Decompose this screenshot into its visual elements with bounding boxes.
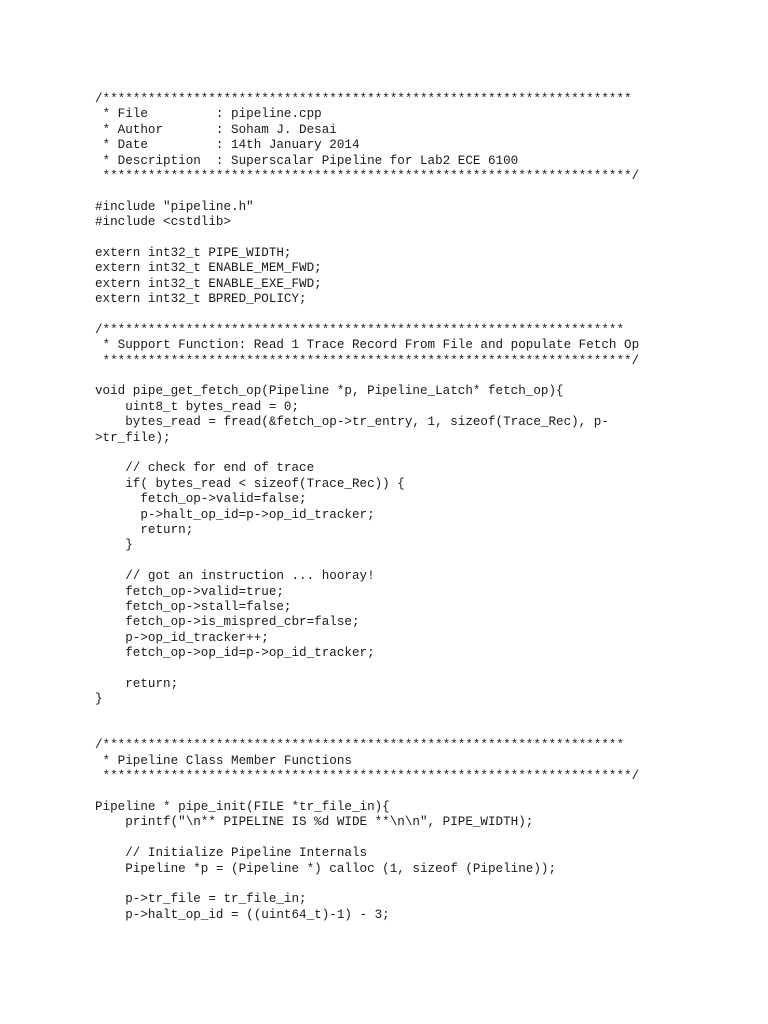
code-line	[95, 369, 639, 384]
code-line: if( bytes_read < sizeof(Trace_Rec)) {	[95, 476, 405, 491]
code-line: fetch_op->is_mispred_cbr=false;	[95, 615, 360, 630]
code-line: * File : pipeline.cpp	[95, 107, 322, 122]
code-line: #include "pipeline.h"	[95, 199, 254, 214]
code-line	[95, 184, 639, 199]
code-line	[95, 307, 639, 322]
code-line: /*********************************************************************	[95, 322, 625, 337]
code-line: // check for end of trace	[95, 461, 315, 476]
code-line	[95, 446, 639, 461]
code-line: uint8_t bytes_read = 0;	[95, 399, 300, 414]
code-line: fetch_op->valid=false;	[95, 492, 307, 507]
code-line: }	[95, 538, 133, 553]
code-line: fetch_op->op_id=p->op_id_tracker;	[95, 646, 375, 661]
code-line: * Description : Superscalar Pipeline for Lab2 ECE 6100	[95, 153, 519, 168]
code-line: Pipeline * pipe_init(FILE *tr_file_in){	[95, 799, 390, 814]
code-line: // Initialize Pipeline Internals	[95, 846, 368, 861]
code-line: p->tr_file = tr_file_in;	[95, 892, 307, 907]
code-line: **********************************************************************/	[95, 353, 640, 368]
code-line: extern int32_t BPRED_POLICY;	[95, 292, 307, 307]
code-line: return;	[95, 676, 179, 691]
code-line: void pipe_get_fetch_op(Pipeline *p, Pipeline_Latch* fetch_op){	[95, 384, 564, 399]
code-line	[95, 554, 639, 569]
code-line: bytes_read = fread(&fetch_op->tr_entry, 1, sizeof(Trace_Rec), p-	[95, 415, 609, 430]
code-line	[95, 877, 639, 892]
code-line: p->halt_op_id=p->op_id_tracker;	[95, 507, 375, 522]
code-line: * Date : 14th January 2014	[95, 138, 360, 153]
code-line: * Author : Soham J. Desai	[95, 122, 337, 137]
code-line: printf("\n** PIPELINE IS %d WIDE **\n\n", PIPE_WIDTH);	[95, 815, 534, 830]
code-line	[95, 231, 639, 246]
code-line: * Support Function: Read 1 Trace Record From File and populate Fetch Op	[95, 338, 640, 353]
code-line	[95, 708, 639, 723]
code-line	[95, 785, 639, 800]
code-line: /**********************************************************************	[95, 92, 632, 106]
code-line: }	[95, 692, 103, 707]
source-code-listing	[95, 92, 639, 923]
code-line: /*********************************************************************	[95, 738, 625, 753]
code-line: **********************************************************************/	[95, 168, 640, 183]
code-line: fetch_op->stall=false;	[95, 599, 292, 614]
code-line: return;	[95, 522, 194, 537]
code-line: #include <cstdlib>	[95, 215, 232, 230]
code-line: fetch_op->valid=true;	[95, 584, 284, 599]
code-line	[95, 661, 639, 676]
code-line: p->op_id_tracker++;	[95, 630, 269, 645]
code-line: extern int32_t ENABLE_EXE_FWD;	[95, 276, 322, 291]
code-line: **********************************************************************/	[95, 769, 640, 784]
code-line: p->halt_op_id = ((uint64_t)-1) - 3;	[95, 907, 390, 922]
code-line	[95, 831, 639, 846]
code-line: // got an instruction ... hooray!	[95, 569, 375, 584]
code-line: Pipeline *p = (Pipeline *) calloc (1, sizeof (Pipeline));	[95, 861, 557, 876]
code-line: * Pipeline Class Member Functions	[95, 753, 352, 768]
code-line: >tr_file);	[95, 430, 171, 445]
code-line: extern int32_t PIPE_WIDTH;	[95, 245, 292, 260]
code-line: extern int32_t ENABLE_MEM_FWD;	[95, 261, 322, 276]
code-line	[95, 723, 639, 738]
